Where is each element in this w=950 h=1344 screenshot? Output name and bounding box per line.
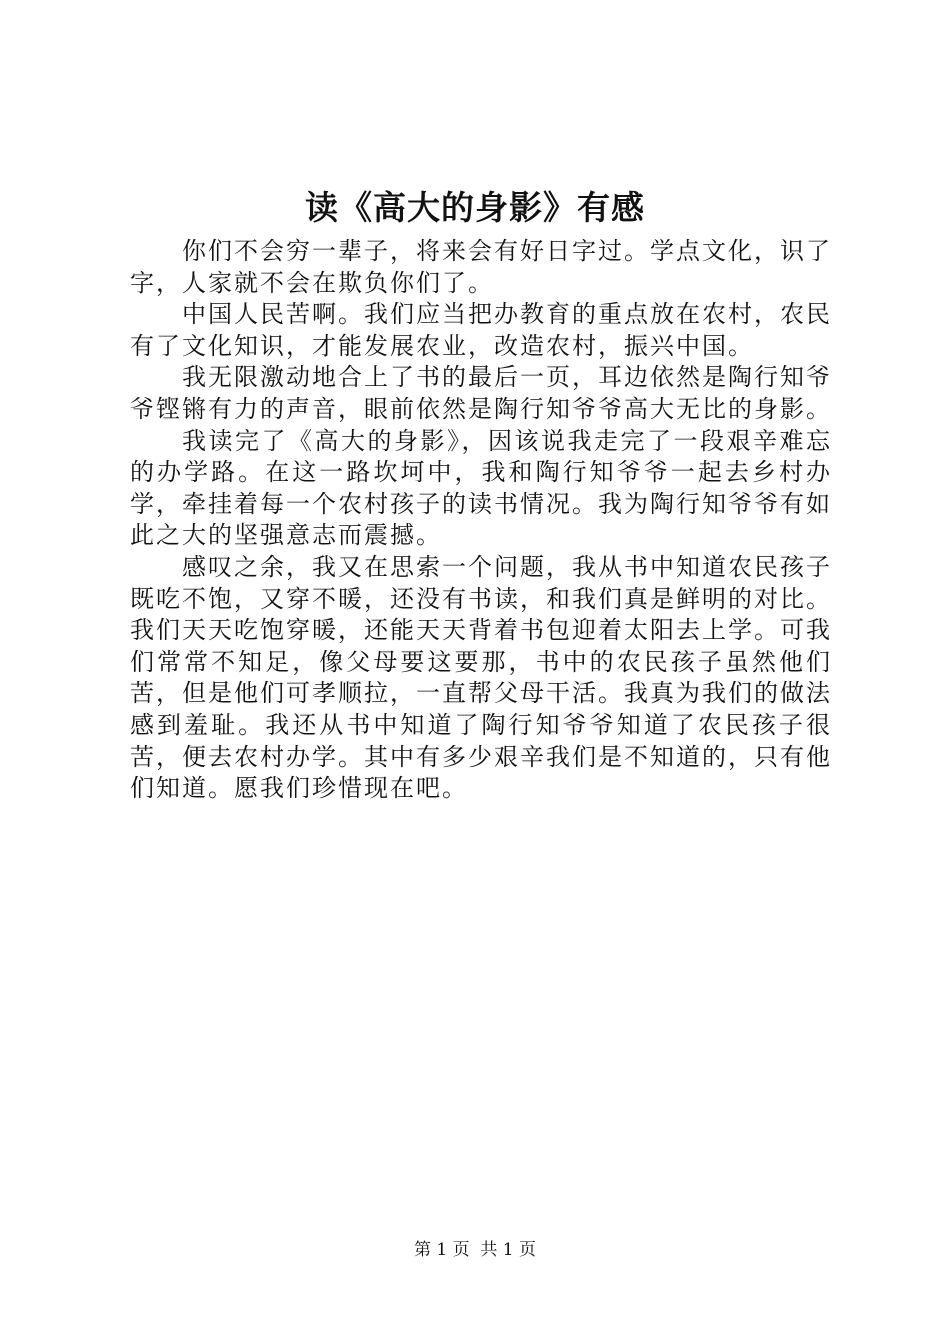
paragraph-1: 你们不会穷一辈子，将来会有好日字过。学点文化，识了字，人家就不会在欺负你们了。	[130, 237, 832, 297]
paragraph-5: 感叹之余，我又在思索一个问题，我从书中知道农民孩子既吃不饱，又穿不暖，还没有书读，和我们真是鲜明的对比。我们天天吃饱穿暖，还能天天背着书包迎着太阳去上学。可我们常常不知足，像父母要这要那，书中的农民孩子虽然他们苦，但是他们可孝顺拉，一直帮父母干活。我真为我们的做法感到羞耻。我还从书中知道了陶行知爷爷知道了农民孩子很苦，便去农村办学。其中有多少艰辛我们是不知道的，只有他们知道。愿我们珍惜现在吧。	[130, 552, 832, 803]
paragraph-4: 我读完了《高大的身影》，因该说我走完了一段艰辛难忘的办学路。在这一路坎坷中，我和陶行知爷爷一起去乡村办学，牵挂着每一个农村孩子的读书情况。我为陶行知爷爷有如此之大的坚强意志而震撼。	[130, 426, 832, 550]
page-footer: 第 1 页 共 1 页	[413, 1240, 537, 1260]
document-body	[130, 236, 832, 805]
paragraph-3: 我无限激动地合上了书的最后一页，耳边依然是陶行知爷爷铿锵有力的声音，眼前依然是陶行知爷爷高大无比的身影。	[130, 363, 832, 423]
document-title: 读《高大的身影》有感	[305, 188, 645, 227]
paragraph-2: 中国人民苦啊。我们应当把办教育的重点放在农村，农民有了文化知识，才能发展农业，改造农村，振兴中国。	[130, 300, 832, 360]
